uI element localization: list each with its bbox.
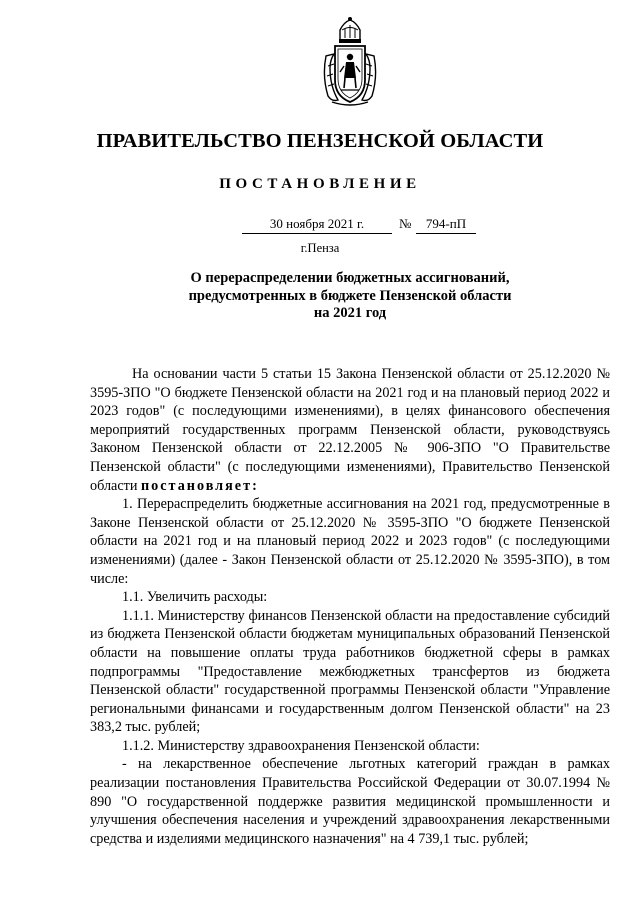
preamble-text: На основании части 5 статьи 15 Закона Пензенской области от 25.12.2020 № 3595-ЗПО "О бюджете Пензенской области на 2021 год и на плановый период 2022 и 2023 годов" (с последующими изменениями), в целях финансового обеспечения мероприятий государственных программ Пензенской области, руководствуясь Законом Пензенской области от 22.12.2005 № 906-ЗПО "О Правительстве Пензенской области" (с последующими изменениями), Правительство Пензенской области: [90, 366, 610, 494]
government-title: ПРАВИТЕЛЬСТВО ПЕНЗЕНСКОЙ ОБЛАСТИ: [96, 130, 544, 152]
decree-word: постановляет:: [140, 477, 259, 494]
document-type: ПОСТАНОВЛЕНИЕ: [219, 176, 421, 192]
penza-coat-of-arms-icon: [322, 16, 378, 108]
paragraph-1: 1. Перераспределить бюджетные ассигнования на 2021 год, предусмотренные в Законе Пензенской области от 25.12.2020 № 3595-ЗПО "О бюджете Пензенской области на 2021 год и на плановый период 2022 и 2023 годов" (с последующими изменениями) (далее - Закон Пензенской области от 25.12.2020 № 3595-ЗПО), в том числе:: [90, 496, 610, 587]
paragraph-1-1-2: 1.1.2. Министерству здравоохранения Пензенской области:: [122, 737, 480, 754]
preamble-paragraph: [90, 365, 610, 495]
document-date: 30 ноября 2021 г.: [242, 216, 392, 234]
document-city: г.Пенза: [300, 241, 340, 255]
document-body: [90, 365, 610, 848]
subject-line-2: предусмотренных в бюджете Пензенской области: [188, 287, 512, 304]
number-sign: №: [399, 216, 412, 231]
document-subject: [150, 270, 550, 323]
subject-line-1: О перераспределении бюджетных ассигнований,: [190, 270, 510, 286]
paragraph-1-1-1: 1.1.1. Министерству финансов Пензенской области на предоставление субсидий из бюджета Пензенской области бюджетам муниципальных образований Пензенской области на повышение оплаты труда работников бюджетной сферы в рамках подпрограммы "Предоставление межбюджетных трансфертов из бюджета Пензенской области" государственной программы Пензенской области "Управление региональными финансами и государственным долгом Пензенской области" на 23 383,2 тыс. рублей;: [90, 607, 610, 736]
document-number: 794-пП: [416, 216, 476, 234]
paragraph-1-1: 1.1. Увеличить расходы:: [122, 589, 268, 606]
subject-line-3: на 2021 год: [313, 305, 387, 321]
paragraph-dash-item: - на лекарственное обеспечение льготных категорий граждан в рамках реализации постановления Правительства Российской Федерации от 30.07.1994 № 890 "О государственной поддержке развития медицинской промышленности и улучшения обеспечения населения и учреждений здравоохранения лекарственными средства и изделиями медицинского назначения" на 4 739,1 тыс. рублей;: [90, 756, 610, 847]
